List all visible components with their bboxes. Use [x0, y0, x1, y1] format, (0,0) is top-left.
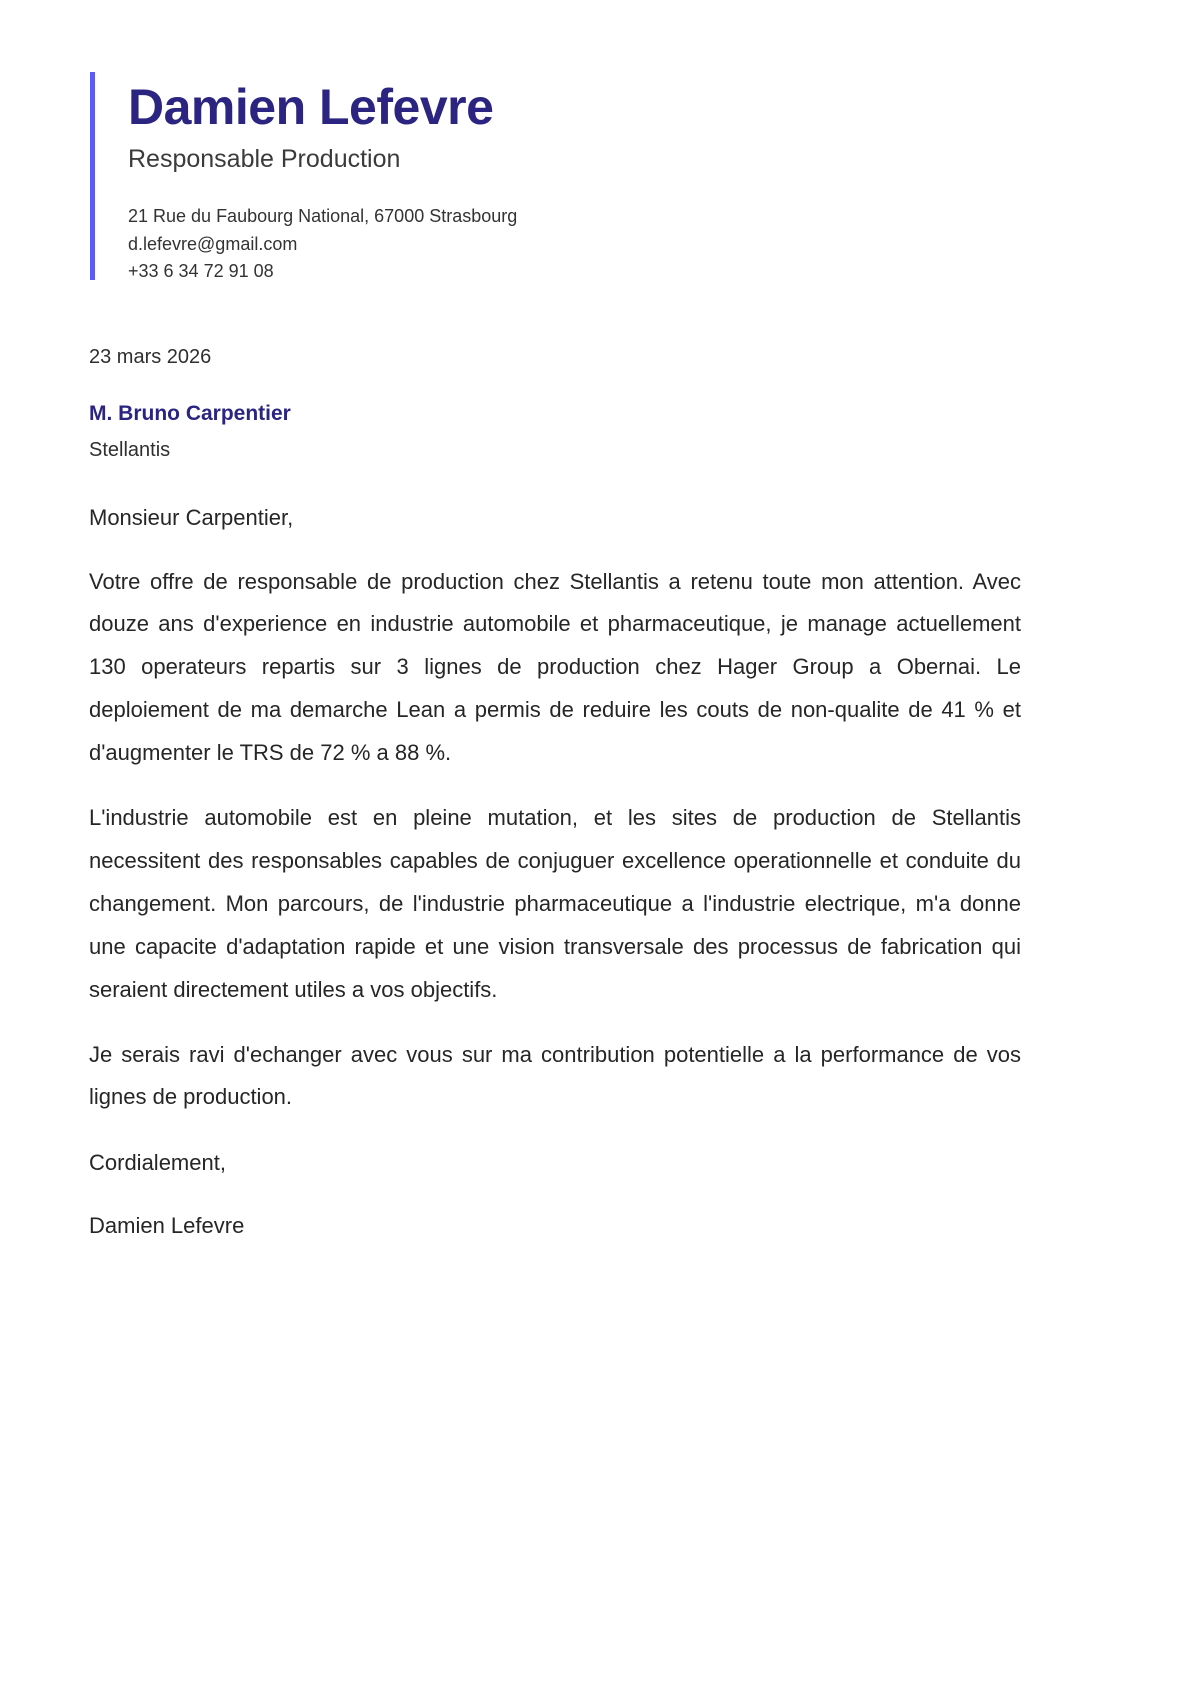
body-paragraph-1: Votre offre de responsable de production chez Stellantis a retenu toute mon attention. Avec douze ans d'experience en industrie automobile et pharmaceutique, je manage actuellement 130 operateurs repartis sur 3 lignes de production chez Hager Group a Obernai. Le deploiement de ma demarche Lean a permis de reduire les couts de non-qualite de 41 % et d'augmenter le TRS de 72 % a 88 %. — [89, 568, 1021, 766]
letter-body — [89, 504, 1021, 1240]
job-title: Responsable Production — [128, 145, 401, 173]
contact-block — [128, 203, 1100, 286]
accent-bar — [90, 72, 95, 280]
recipient-name: M. Bruno Carpentier — [89, 402, 291, 425]
body-paragraph-2: L'industrie automobile est en pleine mutation, et les sites de production de Stellantis necessitent des responsables capables de conjuguer excellence operationnelle et conduite du changement. Mon parcours, de l'industrie pharmaceutique a l'industrie electrique, m'a donne une capacite d'adaptation rapide et une vision transversale des processus de fabrication qui seraient directement utiles a vos objectifs. — [89, 805, 1021, 1002]
salutation: Monsieur Carpentier, — [89, 505, 294, 530]
signature-name: Damien Lefevre — [89, 1212, 245, 1238]
letter-header — [90, 72, 1100, 286]
letter-date: 23 mars 2026 — [89, 346, 212, 368]
contact-address: 21 Rue du Faubourg National, 67000 Strasbourg — [128, 206, 518, 227]
closing-line: Cordialement, — [89, 1150, 226, 1176]
letter-meta — [89, 344, 1029, 463]
body-paragraph-3: Je serais ravi d'echanger avec vous sur ma contribution potentielle a la performance de vos lignes de production. — [89, 1041, 1021, 1110]
contact-phone[interactable]: +33 6 34 72 91 08 — [128, 261, 274, 282]
page-title: Damien Lefevre — [128, 79, 494, 135]
contact-email[interactable]: d.lefevre@gmail.com — [128, 233, 298, 254]
recipient-company: Stellantis — [89, 439, 171, 462]
